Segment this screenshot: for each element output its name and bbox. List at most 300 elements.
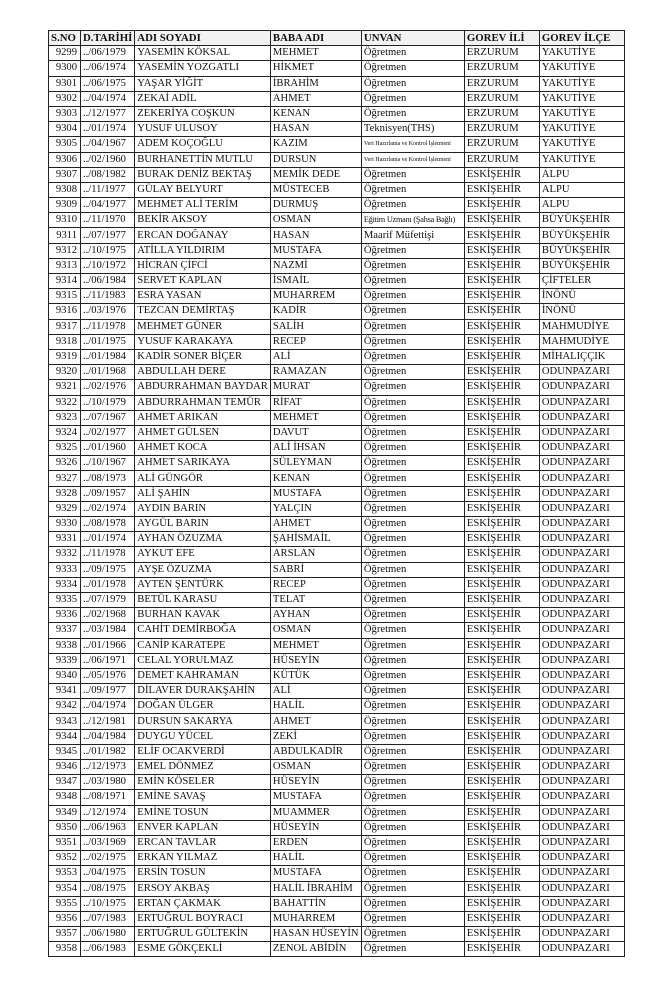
father-name-cell: YALÇIN — [270, 501, 361, 516]
birth-date-cell: ../02/1977 — [81, 425, 135, 440]
table-row — [49, 258, 625, 273]
duty-district-cell: ODUNPAZARI — [539, 532, 624, 547]
birth-date-cell: ../07/1967 — [81, 410, 135, 425]
duty-district-cell: ODUNPAZARI — [539, 441, 624, 456]
sno-cell: 9321 — [49, 380, 81, 395]
sno-cell: 9334 — [49, 577, 81, 592]
duty-district-cell: ODUNPAZARI — [539, 547, 624, 562]
duty-district-cell: ODUNPAZARI — [539, 471, 624, 486]
duty-province-cell: ESKİŞEHİR — [464, 911, 539, 926]
duty-district-cell: ODUNPAZARI — [539, 653, 624, 668]
title-cell: Öğretmen — [361, 942, 464, 957]
birth-date-cell: ../01/1966 — [81, 638, 135, 653]
father-name-cell: ABDULKADİR — [270, 744, 361, 759]
full-name-cell: HİCRAN ÇİFCİ — [135, 258, 271, 273]
duty-province-cell: ESKİŞEHİR — [464, 289, 539, 304]
birth-date-cell: ../11/1978 — [81, 319, 135, 334]
table-row — [49, 623, 625, 638]
full-name-cell: ERKAN YILMAZ — [135, 851, 271, 866]
duty-province-cell: ESKİŞEHİR — [464, 577, 539, 592]
sno-cell: 9347 — [49, 775, 81, 790]
full-name-cell: BEKİR AKSOY — [135, 213, 271, 228]
table-row — [49, 760, 625, 775]
title-cell: Eğitim Uzmanı (Şahsa Bağlı) — [361, 213, 464, 228]
duty-district-cell: ODUNPAZARI — [539, 410, 624, 425]
table-row — [49, 349, 625, 364]
sno-cell: 9327 — [49, 471, 81, 486]
duty-province-cell: ESKİŞEHİR — [464, 744, 539, 759]
father-name-cell: MUHARREM — [270, 289, 361, 304]
birth-date-cell: ../02/1960 — [81, 152, 135, 167]
birth-date-cell: ../07/1983 — [81, 911, 135, 926]
sno-cell: 9324 — [49, 425, 81, 440]
birth-date-cell: ../10/1979 — [81, 395, 135, 410]
sno-cell: 9302 — [49, 91, 81, 106]
duty-province-cell: ESKİŞEHİR — [464, 198, 539, 213]
duty-province-cell: ESKİŞEHİR — [464, 729, 539, 744]
duty-province-cell: ESKİŞEHİR — [464, 942, 539, 957]
father-name-cell: SABRİ — [270, 562, 361, 577]
father-name-cell: AHMET — [270, 714, 361, 729]
duty-province-cell: ERZURUM — [464, 46, 539, 61]
birth-date-cell: ../03/1969 — [81, 835, 135, 850]
title-cell: Öğretmen — [361, 532, 464, 547]
duty-province-cell: ERZURUM — [464, 122, 539, 137]
birth-date-cell: ../06/1975 — [81, 76, 135, 91]
table-row — [49, 198, 625, 213]
title-cell: Öğretmen — [361, 167, 464, 182]
father-name-cell: KAZIM — [270, 137, 361, 152]
father-name-cell: MEHMET — [270, 410, 361, 425]
birth-date-cell: ../03/1984 — [81, 623, 135, 638]
father-name-cell: SÜLEYMAN — [270, 456, 361, 471]
duty-province-cell: ERZURUM — [464, 137, 539, 152]
title-cell: Öğretmen — [361, 425, 464, 440]
title-cell: Öğretmen — [361, 866, 464, 881]
birth-date-cell: ../08/1975 — [81, 881, 135, 896]
title-cell: Öğretmen — [361, 395, 464, 410]
table-row — [49, 61, 625, 76]
father-name-cell: HALİL — [270, 699, 361, 714]
birth-date-cell: ../10/1967 — [81, 456, 135, 471]
sno-cell: 9341 — [49, 684, 81, 699]
table-row — [49, 638, 625, 653]
birth-date-cell: ../06/1971 — [81, 653, 135, 668]
sno-cell: 9333 — [49, 562, 81, 577]
title-cell: Öğretmen — [361, 441, 464, 456]
table-row — [49, 866, 625, 881]
birth-date-cell: ../03/1980 — [81, 775, 135, 790]
table-row — [49, 805, 625, 820]
title-cell: Öğretmen — [361, 562, 464, 577]
birth-date-cell: ../12/1974 — [81, 805, 135, 820]
father-name-cell: HASAN — [270, 122, 361, 137]
birth-date-cell: ../06/1980 — [81, 927, 135, 942]
sno-cell: 9303 — [49, 106, 81, 121]
sno-cell: 9317 — [49, 319, 81, 334]
duty-province-cell: ESKİŞEHİR — [464, 380, 539, 395]
title-cell: Öğretmen — [361, 289, 464, 304]
duty-district-cell: ODUNPAZARI — [539, 501, 624, 516]
full-name-cell: ERSİN TOSUN — [135, 866, 271, 881]
full-name-cell: CANİP KARATEPE — [135, 638, 271, 653]
duty-province-cell: ESKİŞEHİR — [464, 167, 539, 182]
title-cell: Öğretmen — [361, 577, 464, 592]
father-name-cell: KENAN — [270, 471, 361, 486]
title-cell: Öğretmen — [361, 927, 464, 942]
sno-cell: 9342 — [49, 699, 81, 714]
full-name-cell: DOĞAN ÜLGER — [135, 699, 271, 714]
birth-date-cell: ../10/1975 — [81, 896, 135, 911]
duty-district-cell: ODUNPAZARI — [539, 760, 624, 775]
father-name-cell: KADİR — [270, 304, 361, 319]
duty-district-cell: ALPU — [539, 167, 624, 182]
title-cell: Öğretmen — [361, 699, 464, 714]
duty-district-cell: ODUNPAZARI — [539, 425, 624, 440]
table-row — [49, 608, 625, 623]
duty-province-cell: ESKİŞEHİR — [464, 319, 539, 334]
full-name-cell: EMEL DÖNMEZ — [135, 760, 271, 775]
duty-district-cell: ODUNPAZARI — [539, 866, 624, 881]
birth-date-cell: ../11/1983 — [81, 289, 135, 304]
father-name-cell: MURAT — [270, 380, 361, 395]
full-name-cell: EMİNE TOSUN — [135, 805, 271, 820]
title-cell: Öğretmen — [361, 456, 464, 471]
table-row — [49, 927, 625, 942]
duty-province-cell: ESKİŞEHİR — [464, 790, 539, 805]
table-row — [49, 896, 625, 911]
table-row — [49, 228, 625, 243]
duty-province-cell: ESKİŞEHİR — [464, 562, 539, 577]
sno-cell: 9319 — [49, 349, 81, 364]
duty-district-cell: BÜYÜKŞEHİR — [539, 243, 624, 258]
birth-date-cell: ../02/1974 — [81, 501, 135, 516]
title-cell: Öğretmen — [361, 61, 464, 76]
sno-cell: 9344 — [49, 729, 81, 744]
duty-district-cell: YAKUTİYE — [539, 122, 624, 137]
sno-cell: 9343 — [49, 714, 81, 729]
sno-cell: 9345 — [49, 744, 81, 759]
duty-province-cell: ESKİŞEHİR — [464, 486, 539, 501]
father-name-cell: MUSTAFA — [270, 790, 361, 805]
birth-date-cell: ../09/1957 — [81, 486, 135, 501]
duty-district-cell: BÜYÜKŞEHİR — [539, 228, 624, 243]
father-name-cell: DURSUN — [270, 152, 361, 167]
title-cell: Öğretmen — [361, 182, 464, 197]
sno-cell: 9332 — [49, 547, 81, 562]
birth-date-cell: ../04/1974 — [81, 699, 135, 714]
father-name-cell: NAZMİ — [270, 258, 361, 273]
full-name-cell: GÜLAY BELYURT — [135, 182, 271, 197]
full-name-cell: ABDURRAHMAN BAYDAR — [135, 380, 271, 395]
sno-cell: 9299 — [49, 46, 81, 61]
table-row — [49, 274, 625, 289]
full-name-cell: TEZCAN DEMİRTAŞ — [135, 304, 271, 319]
duty-district-cell: ODUNPAZARI — [539, 365, 624, 380]
father-name-cell: RİFAT — [270, 395, 361, 410]
title-cell: Öğretmen — [361, 638, 464, 653]
sno-cell: 9312 — [49, 243, 81, 258]
father-name-cell: SALİH — [270, 319, 361, 334]
duty-province-cell: ESKİŞEHİR — [464, 517, 539, 532]
table-row — [49, 820, 625, 835]
father-name-cell: ALİ — [270, 684, 361, 699]
sno-cell: 9301 — [49, 76, 81, 91]
duty-district-cell: ODUNPAZARI — [539, 486, 624, 501]
full-name-cell: ALİ GÜNGÖR — [135, 471, 271, 486]
full-name-cell: ELİF OCAKVERDİ — [135, 744, 271, 759]
duty-province-cell: ESKİŞEHİR — [464, 243, 539, 258]
header-duty-province: GOREV İLİ — [464, 31, 539, 46]
title-cell: Öğretmen — [361, 744, 464, 759]
duty-province-cell: ESKİŞEHİR — [464, 866, 539, 881]
table-row — [49, 137, 625, 152]
sno-cell: 9329 — [49, 501, 81, 516]
table-row — [49, 881, 625, 896]
sno-cell: 9310 — [49, 213, 81, 228]
full-name-cell: ADEM KOÇOĞLU — [135, 137, 271, 152]
duty-province-cell: ESKİŞEHİR — [464, 623, 539, 638]
duty-province-cell: ESKİŞEHİR — [464, 410, 539, 425]
full-name-cell: YUSUF KARAKAYA — [135, 334, 271, 349]
duty-province-cell: ESKİŞEHİR — [464, 927, 539, 942]
duty-district-cell: YAKUTİYE — [539, 46, 624, 61]
full-name-cell: BURHANETTİN MUTLU — [135, 152, 271, 167]
duty-district-cell: MİHALIÇÇIK — [539, 349, 624, 364]
father-name-cell: HÜSEYİN — [270, 775, 361, 790]
title-cell: Öğretmen — [361, 592, 464, 607]
duty-district-cell: ODUNPAZARI — [539, 608, 624, 623]
birth-date-cell: ../07/1977 — [81, 228, 135, 243]
sno-cell: 9323 — [49, 410, 81, 425]
full-name-cell: YUSUF ULUSOY — [135, 122, 271, 137]
birth-date-cell: ../09/1975 — [81, 562, 135, 577]
father-name-cell: ALİ — [270, 349, 361, 364]
sno-cell: 9330 — [49, 517, 81, 532]
duty-district-cell: ODUNPAZARI — [539, 562, 624, 577]
full-name-cell: KADİR SONER BİÇER — [135, 349, 271, 364]
full-name-cell: EMİNE SAVAŞ — [135, 790, 271, 805]
full-name-cell: EMİN KÖSELER — [135, 775, 271, 790]
sno-cell: 9326 — [49, 456, 81, 471]
duty-district-cell: ODUNPAZARI — [539, 805, 624, 820]
header-sno: S.NO — [49, 31, 81, 46]
birth-date-cell: ../12/1977 — [81, 106, 135, 121]
birth-date-cell: ../10/1972 — [81, 258, 135, 273]
duty-province-cell: ESKİŞEHİR — [464, 334, 539, 349]
duty-province-cell: ESKİŞEHİR — [464, 228, 539, 243]
table-row — [49, 653, 625, 668]
birth-date-cell: ../01/1968 — [81, 365, 135, 380]
duty-district-cell: ODUNPAZARI — [539, 517, 624, 532]
birth-date-cell: ../02/1968 — [81, 608, 135, 623]
duty-district-cell: ODUNPAZARI — [539, 942, 624, 957]
birth-date-cell: ../08/1978 — [81, 517, 135, 532]
duty-district-cell: ODUNPAZARI — [539, 881, 624, 896]
full-name-cell: AYGÜL BARIN — [135, 517, 271, 532]
full-name-cell: CELAL YORULMAZ — [135, 653, 271, 668]
full-name-cell: AYHAN ÖZUZMA — [135, 532, 271, 547]
duty-district-cell: ODUNPAZARI — [539, 456, 624, 471]
father-name-cell: HİKMET — [270, 61, 361, 76]
table-row — [49, 243, 625, 258]
duty-district-cell: YAKUTİYE — [539, 106, 624, 121]
full-name-cell: ABDULLAH DERE — [135, 365, 271, 380]
duty-province-cell: ERZURUM — [464, 61, 539, 76]
sno-cell: 9308 — [49, 182, 81, 197]
father-name-cell: ŞAHİSMAİL — [270, 532, 361, 547]
header-duty-district: GOREV İLÇE — [539, 31, 624, 46]
duty-province-cell: ESKİŞEHİR — [464, 668, 539, 683]
duty-district-cell: ODUNPAZARI — [539, 684, 624, 699]
duty-province-cell: ESKİŞEHİR — [464, 425, 539, 440]
title-cell: Öğretmen — [361, 714, 464, 729]
duty-province-cell: ESKİŞEHİR — [464, 441, 539, 456]
personnel-table — [48, 30, 625, 957]
title-cell: Öğretmen — [361, 775, 464, 790]
sno-cell: 9304 — [49, 122, 81, 137]
sno-cell: 9346 — [49, 760, 81, 775]
full-name-cell: AHMET ARIKAN — [135, 410, 271, 425]
title-cell: Öğretmen — [361, 623, 464, 638]
table-row — [49, 835, 625, 850]
title-cell: Öğretmen — [361, 729, 464, 744]
birth-date-cell: ../04/1974 — [81, 91, 135, 106]
birth-date-cell: ../12/1973 — [81, 760, 135, 775]
duty-district-cell: ODUNPAZARI — [539, 927, 624, 942]
full-name-cell: ERTUĞRUL GÜLTEKİN — [135, 927, 271, 942]
table-row — [49, 122, 625, 137]
sno-cell: 9354 — [49, 881, 81, 896]
duty-province-cell: ESKİŞEHİR — [464, 274, 539, 289]
duty-district-cell: ODUNPAZARI — [539, 790, 624, 805]
title-cell: Öğretmen — [361, 258, 464, 273]
duty-province-cell: ESKİŞEHİR — [464, 881, 539, 896]
birth-date-cell: ../01/1978 — [81, 577, 135, 592]
title-cell: Öğretmen — [361, 896, 464, 911]
table-row — [49, 456, 625, 471]
father-name-cell: İSMAİL — [270, 274, 361, 289]
duty-province-cell: ESKİŞEHİR — [464, 608, 539, 623]
full-name-cell: ENVER KAPLAN — [135, 820, 271, 835]
father-name-cell: KENAN — [270, 106, 361, 121]
duty-district-cell: ODUNPAZARI — [539, 699, 624, 714]
duty-district-cell: YAKUTİYE — [539, 91, 624, 106]
birth-date-cell: ../06/1979 — [81, 46, 135, 61]
father-name-cell: HASAN — [270, 228, 361, 243]
birth-date-cell: ../04/1975 — [81, 866, 135, 881]
birth-date-cell: ../10/1975 — [81, 243, 135, 258]
birth-date-cell: ../04/1984 — [81, 729, 135, 744]
title-cell: Öğretmen — [361, 911, 464, 926]
title-cell: Öğretmen — [361, 684, 464, 699]
sno-cell: 9356 — [49, 911, 81, 926]
full-name-cell: ESME GÖKÇEKLİ — [135, 942, 271, 957]
father-name-cell: ZENOL ABİDİN — [270, 942, 361, 957]
duty-district-cell: ODUNPAZARI — [539, 623, 624, 638]
title-cell: Öğretmen — [361, 790, 464, 805]
birth-date-cell: ../11/1978 — [81, 547, 135, 562]
birth-date-cell: ../01/1974 — [81, 122, 135, 137]
title-cell: Öğretmen — [361, 668, 464, 683]
title-cell: Öğretmen — [361, 243, 464, 258]
full-name-cell: ABDURRAHMAN TEMÜR — [135, 395, 271, 410]
duty-province-cell: ESKİŞEHİR — [464, 304, 539, 319]
duty-district-cell: ODUNPAZARI — [539, 775, 624, 790]
table-row — [49, 577, 625, 592]
sno-cell: 9355 — [49, 896, 81, 911]
sno-cell: 9348 — [49, 790, 81, 805]
duty-province-cell: ESKİŞEHİR — [464, 258, 539, 273]
full-name-cell: AYDIN BARIN — [135, 501, 271, 516]
title-cell: Öğretmen — [361, 486, 464, 501]
table-row — [49, 91, 625, 106]
full-name-cell: DİLAVER DURAKŞAHİN — [135, 684, 271, 699]
title-cell: Öğretmen — [361, 106, 464, 121]
table-row — [49, 380, 625, 395]
birth-date-cell: ../06/1963 — [81, 820, 135, 835]
father-name-cell: RECEP — [270, 577, 361, 592]
sno-cell: 9325 — [49, 441, 81, 456]
father-name-cell: İBRAHİM — [270, 76, 361, 91]
full-name-cell: YAŞAR YİĞİT — [135, 76, 271, 91]
father-name-cell: TELAT — [270, 592, 361, 607]
full-name-cell: MEHMET ALİ TERİM — [135, 198, 271, 213]
title-cell: Öğretmen — [361, 881, 464, 896]
sno-cell: 9300 — [49, 61, 81, 76]
sno-cell: 9339 — [49, 653, 81, 668]
sno-cell: 9328 — [49, 486, 81, 501]
title-cell: Öğretmen — [361, 380, 464, 395]
table-row — [49, 76, 625, 91]
birth-date-cell: ../02/1975 — [81, 851, 135, 866]
full-name-cell: ERTAN ÇAKMAK — [135, 896, 271, 911]
birth-date-cell: ../01/1982 — [81, 744, 135, 759]
full-name-cell: ERCAN DOĞANAY — [135, 228, 271, 243]
duty-province-cell: ESKİŞEHİR — [464, 213, 539, 228]
table-row — [49, 106, 625, 121]
father-name-cell: MUAMMER — [270, 805, 361, 820]
duty-district-cell: ODUNPAZARI — [539, 668, 624, 683]
father-name-cell: ERDEN — [270, 835, 361, 850]
table-row — [49, 775, 625, 790]
father-name-cell: HÜSEYİN — [270, 653, 361, 668]
sno-cell: 9357 — [49, 927, 81, 942]
father-name-cell: AHMET — [270, 517, 361, 532]
father-name-cell: MUSTAFA — [270, 866, 361, 881]
duty-province-cell: ESKİŞEHİR — [464, 760, 539, 775]
father-name-cell: BAHATTİN — [270, 896, 361, 911]
duty-district-cell: ÇİFTELER — [539, 274, 624, 289]
table-row — [49, 547, 625, 562]
sno-cell: 9331 — [49, 532, 81, 547]
title-cell: Öğretmen — [361, 349, 464, 364]
full-name-cell: ERCAN TAVLAR — [135, 835, 271, 850]
duty-district-cell: ODUNPAZARI — [539, 896, 624, 911]
full-name-cell: AHMET GÜLSEN — [135, 425, 271, 440]
sno-cell: 9307 — [49, 167, 81, 182]
birth-date-cell: ../01/1960 — [81, 441, 135, 456]
duty-district-cell: BÜYÜKŞEHİR — [539, 258, 624, 273]
father-name-cell: HÜSEYİN — [270, 820, 361, 835]
duty-province-cell: ESKİŞEHİR — [464, 805, 539, 820]
sno-cell: 9350 — [49, 820, 81, 835]
father-name-cell: MUHARREM — [270, 911, 361, 926]
father-name-cell: MEHMET — [270, 638, 361, 653]
father-name-cell: ARSLAN — [270, 547, 361, 562]
duty-district-cell: ODUNPAZARI — [539, 638, 624, 653]
birth-date-cell: ../12/1981 — [81, 714, 135, 729]
